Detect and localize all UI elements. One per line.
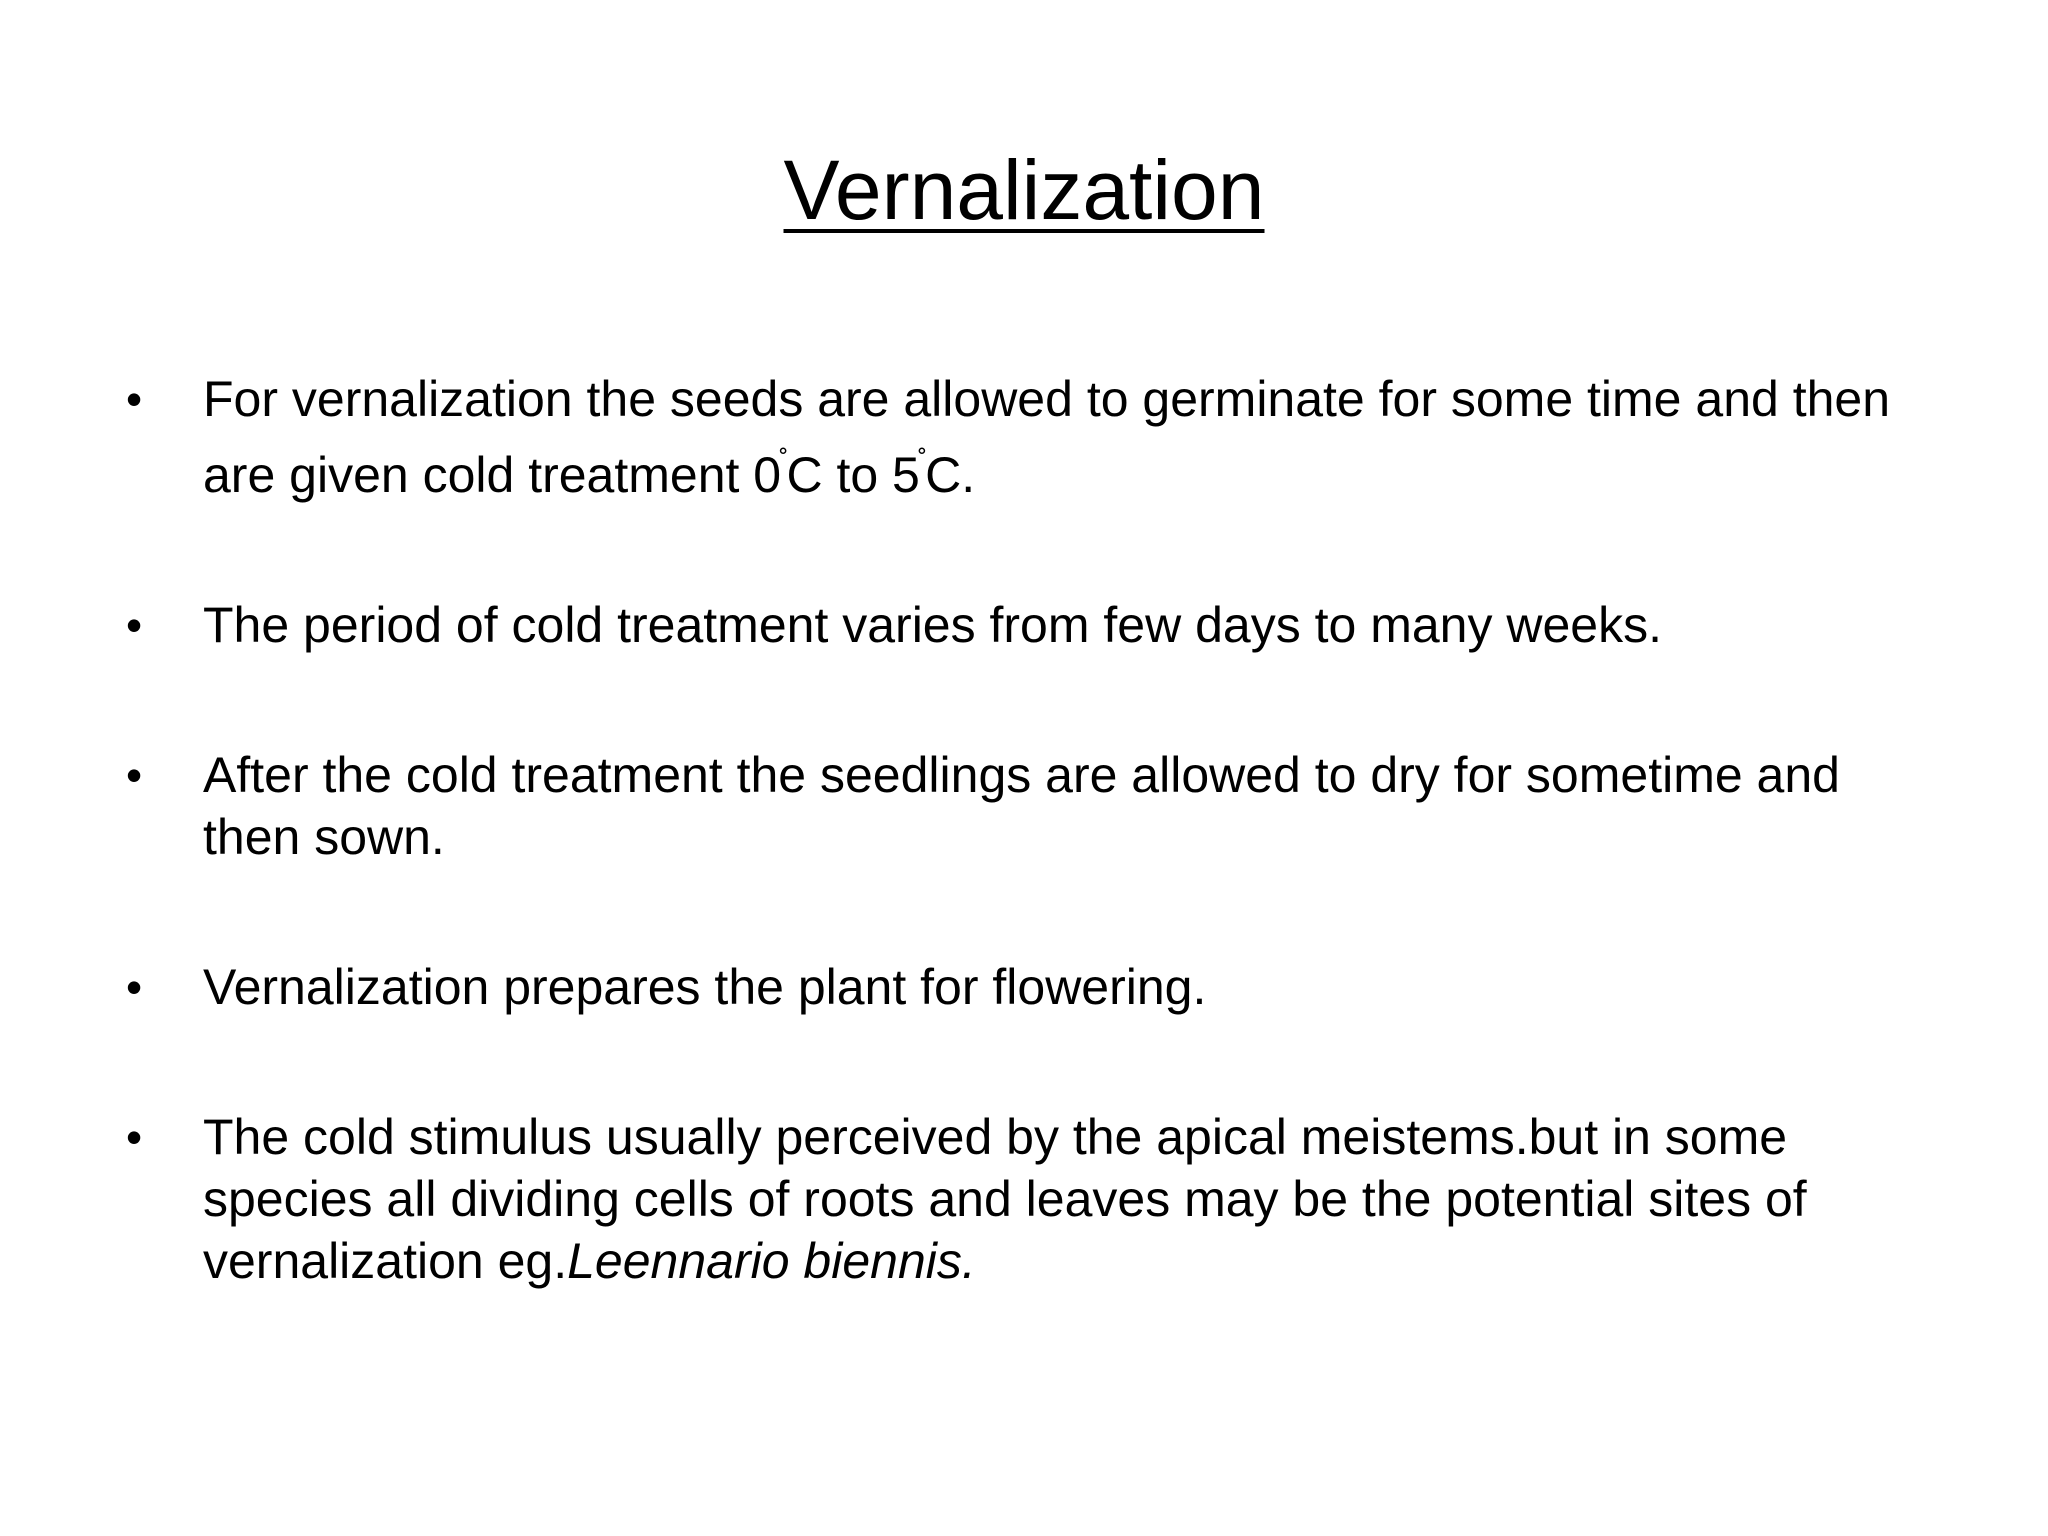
bullet-dot-icon: • [126,599,143,651]
bullet-text-part: C. [925,447,976,503]
bullet-text-part: The cold stimulus usually perceived by the apical meistems.but in some species all dividing cells of roots and leaves may be the potential sites of vernalization eg. [203,1109,1807,1289]
bullet-item [120,1106,1920,1292]
bullet-item [120,956,1920,1018]
bullet-text-part: C to 5 [786,447,920,503]
bullet-dot-icon: • [126,373,143,425]
bullet-dot-icon: • [126,961,143,1013]
bullet-list [120,368,1920,1380]
bullet-text-part: For vernalization the seeds are allowed to germinate for some time and then are given cold treatment 0 [203,371,1891,503]
degree-sign: ˚ [917,445,928,476]
bullet-item [120,594,1920,656]
bullet-item [120,744,1920,868]
bullet-text [203,371,1890,503]
bullet-text: The period of cold treatment varies from few days to many weeks. [203,597,1662,653]
degree-sign: ˚ [779,445,789,476]
bullet-item [120,368,1920,506]
species-name: Leennario biennis. [567,1233,976,1289]
bullet-dot-icon: • [126,1111,143,1163]
slide-title: Vernalization [783,143,1265,237]
bullet-text [203,1109,1807,1289]
bullet-text: After the cold treatment the seedlings are allowed to dry for sometime and then sown. [203,747,1840,865]
bullet-dot-icon: • [126,749,143,801]
bullet-text: Vernalization prepares the plant for flowering. [203,959,1207,1015]
